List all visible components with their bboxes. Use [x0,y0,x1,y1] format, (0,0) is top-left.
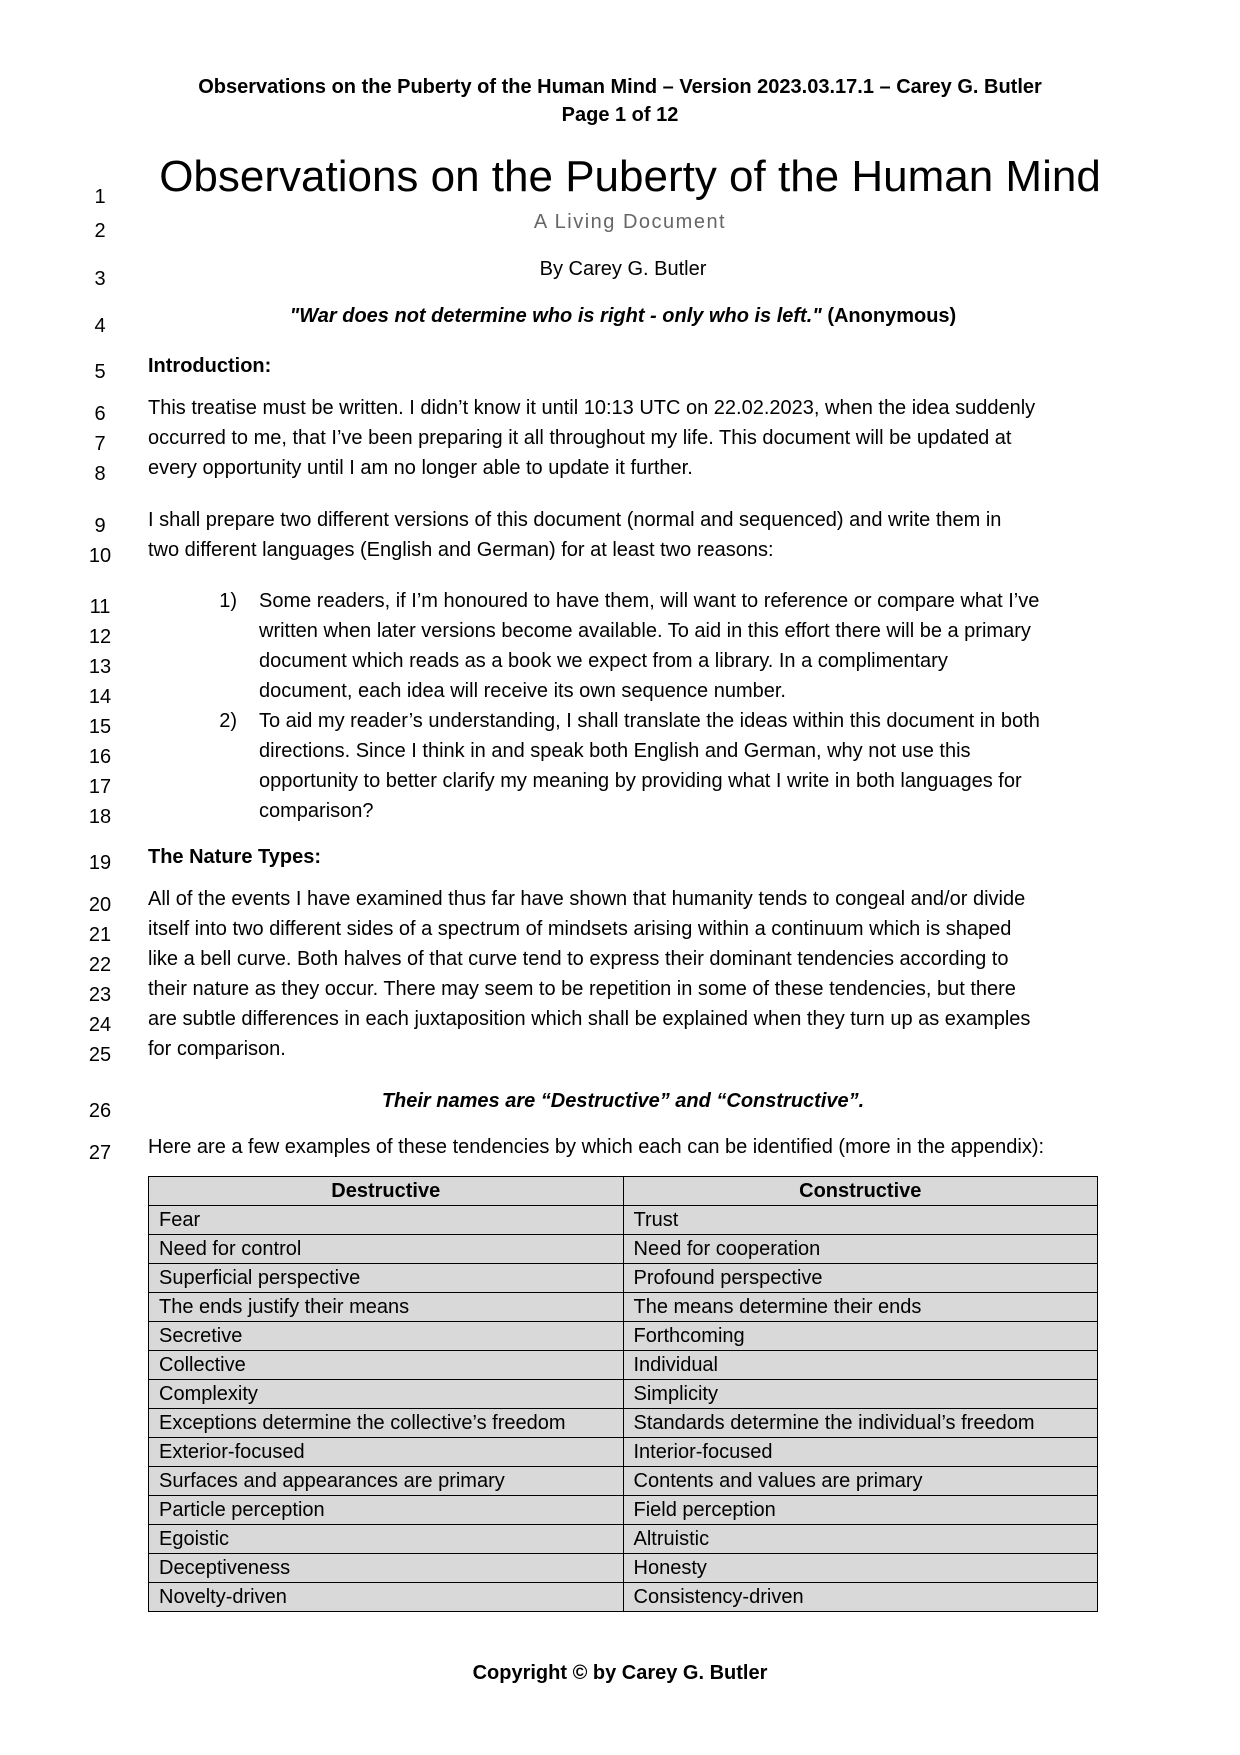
column-header-constructive: Constructive [623,1177,1098,1206]
constructive-cell: Standards determine the individual’s freedom [623,1409,1098,1438]
destructive-cell: Superficial perspective [149,1264,624,1293]
nature-names: Their names are “Destructive” and “Constructive”. [381,1090,865,1112]
line-number: 25 [88,1044,112,1066]
table-row [149,1525,1098,1554]
table-row [149,1264,1098,1293]
constructive-cell: Need for cooperation [623,1235,1098,1264]
line-number: 4 [94,315,106,337]
text-line: occurred to me, that I’ve been preparing it all throughout my life. This document will be updated at [148,427,1012,449]
table-row [149,1206,1098,1235]
line-number: 16 [88,746,112,768]
text-line: comparison? [259,800,374,822]
running-header: Observations on the Puberty of the Human Mind – Version 2023.03.17.1 – Carey G. Butler [198,76,1042,98]
list-item-text [259,706,1099,826]
line-number: 1 [94,186,106,208]
text-line: written when later versions become available. To aid in this effort there will be a primary [259,620,1031,642]
destructive-cell: Need for control [149,1235,624,1264]
destructive-cell: Complexity [149,1380,624,1409]
destructive-cell: Fear [149,1206,624,1235]
table-row [149,1554,1098,1583]
table-row [149,1409,1098,1438]
line-number: 6 [94,403,106,425]
text-line: This treatise must be written. I didn’t know it until 10:13 UTC on 22.02.2023, when the idea suddenly [148,397,1036,419]
text-line: To aid my reader’s understanding, I shall translate the ideas within this document in both [259,710,1040,732]
intro-paragraph-2 [148,505,1098,565]
constructive-cell: Profound perspective [623,1264,1098,1293]
list-item [205,586,1105,706]
document-title: Observations on the Puberty of the Human Mind [159,152,1101,201]
line-number: 13 [88,656,112,678]
destructive-cell: Secretive [149,1322,624,1351]
list-item-number: 2) [219,710,237,732]
table-row [149,1467,1098,1496]
text-line: document which reads as a book we expect from a library. In a complimentary [259,650,948,672]
text-line: every opportunity until I am no longer able to update it further. [148,457,693,479]
table-row [149,1235,1098,1264]
line-number: 20 [88,894,112,916]
table-row [149,1351,1098,1380]
text-line: like a bell curve. Both halves of that curve tend to express their dominant tendencies according to [148,948,1009,970]
epigraph-attribution: (Anonymous) [827,305,957,327]
page-indicator: Page 1 of 12 [561,104,679,126]
list-item-number: 1) [219,590,237,612]
document-subtitle: A Living Document [533,211,727,233]
list-item-text [259,586,1099,706]
line-number: 12 [88,626,112,648]
section-heading-nature-types: The Nature Types: [148,846,321,868]
table-row [149,1293,1098,1322]
section-heading-introduction: Introduction: [148,355,272,377]
text-line: opportunity to better clarify my meaning by providing what I write in both languages for [259,770,1022,792]
constructive-cell: Individual [623,1351,1098,1380]
tendencies-table [148,1176,1098,1612]
text-line: their nature as they occur. There may seem to be repetition in some of these tendencies, but there [148,978,1016,1000]
text-line: All of the events I have examined thus far have shown that humanity tends to congeal and/or divide [148,888,1026,910]
destructive-cell: Novelty-driven [149,1583,624,1612]
destructive-cell: Collective [149,1351,624,1380]
text-line: I shall prepare two different versions of this document (normal and sequenced) and write them in [148,509,1002,531]
examples-intro: Here are a few examples of these tendencies by which each can be identified (more in the appendix): [148,1136,1045,1158]
constructive-cell: Interior-focused [623,1438,1098,1467]
line-number: 24 [88,1014,112,1036]
line-number: 11 [89,596,111,618]
line-number: 26 [88,1100,112,1122]
line-number: 8 [94,463,106,485]
constructive-cell: Simplicity [623,1380,1098,1409]
line-number: 7 [94,433,106,455]
constructive-cell: The means determine their ends [623,1293,1098,1322]
constructive-cell: Trust [623,1206,1098,1235]
line-number: 18 [88,806,112,828]
constructive-cell: Consistency-driven [623,1583,1098,1612]
epigraph [148,305,1098,328]
constructive-cell: Altruistic [623,1525,1098,1554]
line-number: 22 [88,954,112,976]
line-number: 19 [88,852,112,874]
table-header-row [149,1177,1098,1206]
table-row [149,1583,1098,1612]
line-number: 15 [88,716,112,738]
destructive-cell: Deceptiveness [149,1554,624,1583]
line-number: 2 [94,220,106,242]
text-line: are subtle differences in each juxtaposition which shall be explained when they turn up as examples [148,1008,1031,1030]
line-number: 21 [88,924,112,946]
text-line: Some readers, if I’m honoured to have them, will want to reference or compare what I’ve [259,590,1040,612]
line-number: 23 [88,984,112,1006]
line-number: 27 [88,1142,112,1164]
intro-paragraph-1 [148,393,1098,483]
text-line: two different languages (English and German) for at least two reasons: [148,539,774,561]
destructive-cell: Exceptions determine the collective’s freedom [149,1409,624,1438]
text-line: for comparison. [148,1038,286,1060]
column-header-destructive: Destructive [149,1177,624,1206]
line-number: 5 [94,361,106,383]
table-row [149,1322,1098,1351]
line-number: 17 [88,776,112,798]
line-number: 14 [88,686,112,708]
destructive-cell: Surfaces and appearances are primary [149,1467,624,1496]
line-number: 9 [94,515,106,537]
destructive-cell: Particle perception [149,1496,624,1525]
table-body [149,1206,1098,1612]
table-row [149,1496,1098,1525]
destructive-cell: The ends justify their means [149,1293,624,1322]
text-line: document, each idea will receive its own sequence number. [259,680,786,702]
nature-paragraph [148,884,1098,1064]
byline: By Carey G. Butler [539,258,707,280]
destructive-cell: Exterior-focused [149,1438,624,1467]
epigraph-quote: "War does not determine who is right - only who is left." [289,305,822,327]
table-row [149,1380,1098,1409]
copyright-footer: Copyright © by Carey G. Butler [472,1662,768,1684]
text-line: directions. Since I think in and speak both English and German, why not use this [259,740,971,762]
table-row [149,1438,1098,1467]
line-number: 10 [88,545,112,567]
constructive-cell: Honesty [623,1554,1098,1583]
constructive-cell: Field perception [623,1496,1098,1525]
line-number: 3 [94,268,106,290]
list-item [205,706,1105,826]
text-line: itself into two different sides of a spectrum of mindsets arising within a continuum which is shaped [148,918,1012,940]
destructive-cell: Egoistic [149,1525,624,1554]
constructive-cell: Forthcoming [623,1322,1098,1351]
constructive-cell: Contents and values are primary [623,1467,1098,1496]
